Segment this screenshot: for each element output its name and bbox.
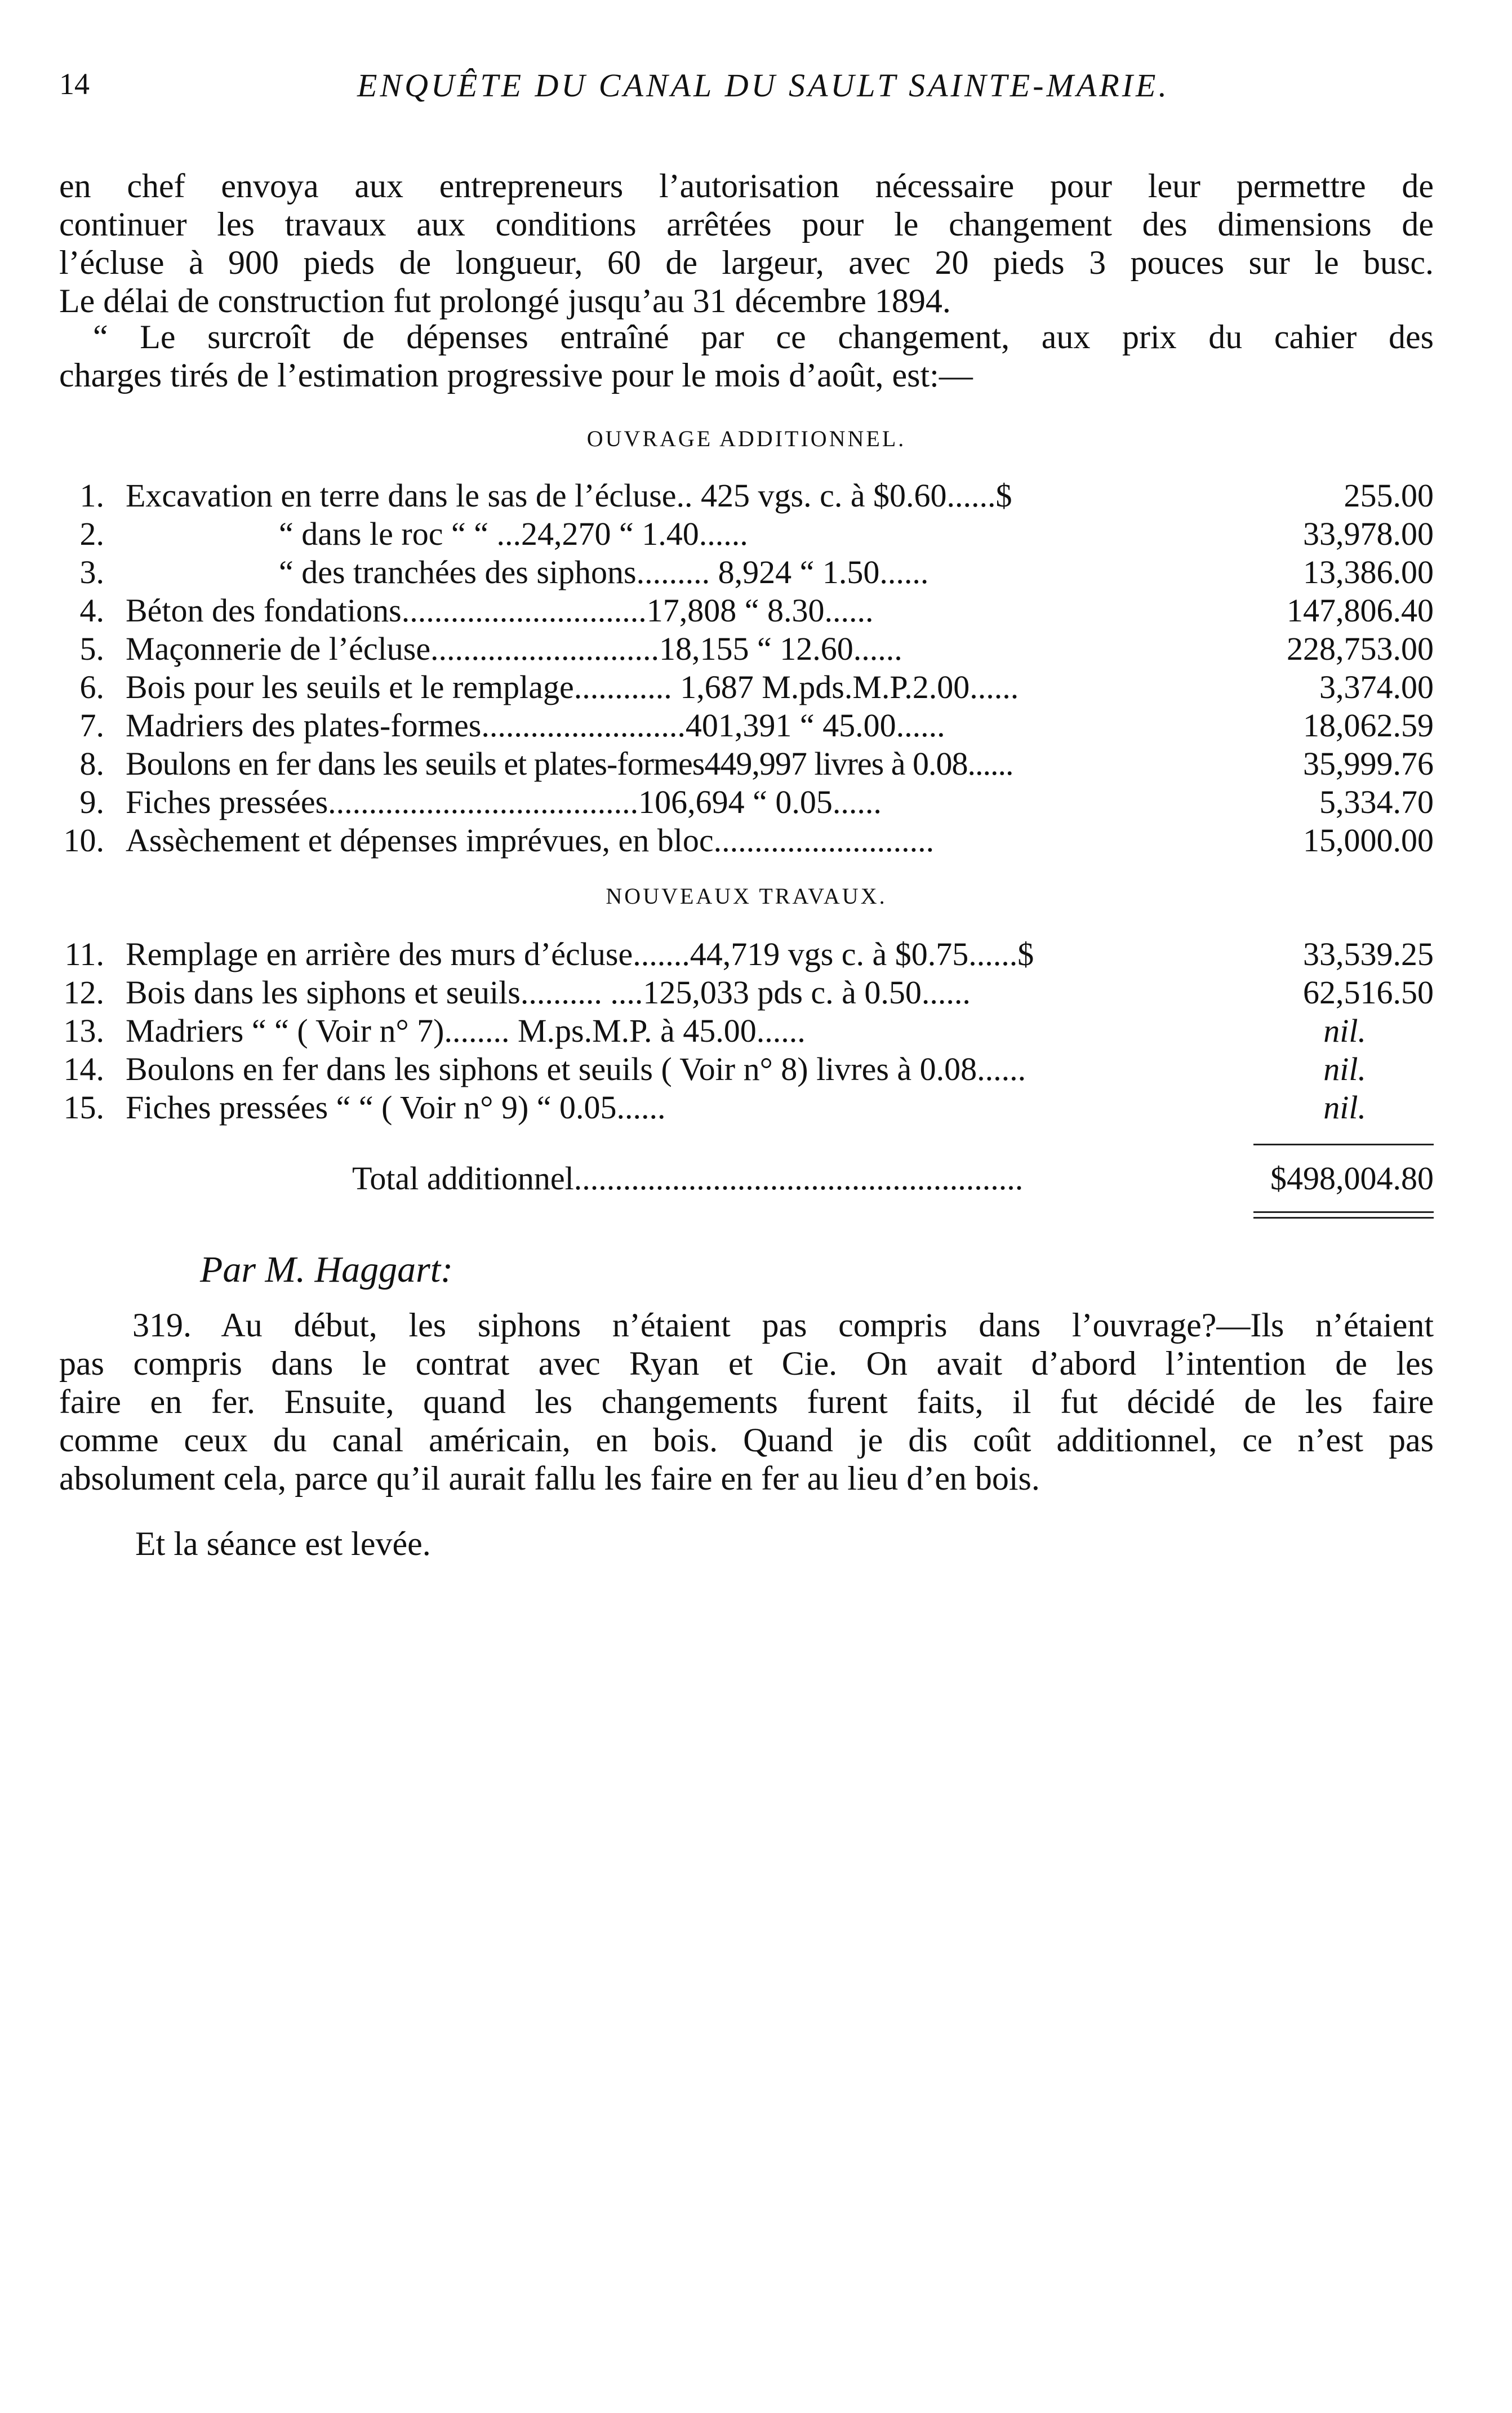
item-description: Béton des fondations..............................17,808 “ 8.30...... <box>126 592 874 629</box>
item-number: 3. <box>79 554 104 590</box>
table-row <box>59 974 1434 1012</box>
item-amount: nil. <box>1323 1012 1366 1049</box>
item-amount: nil. <box>1323 1089 1366 1126</box>
running-title: ENQUÊTE DU CANAL DU SAULT SAINTE-MARIE. <box>357 67 1169 104</box>
table-row <box>59 1088 1434 1127</box>
paragraph-line: l’écluse à 900 pieds de longueur, 60 de largeur, avec 20 pieds 3 pouces sur le busc. <box>59 244 1434 281</box>
paragraph-line: faire en fer. Ensuite, quand les changements furent faits, il fut décidé de les faire <box>59 1383 1434 1420</box>
table-row <box>59 1050 1434 1088</box>
closing-line <box>135 1525 811 1563</box>
page-header <box>59 66 1439 112</box>
table-row <box>59 630 1434 668</box>
item-amount: 147,806.40 <box>1287 592 1434 629</box>
item-description: “ des tranchées des siphons......... 8,924 “ 1.50...... <box>279 554 929 590</box>
paragraph-line: Le délai de construction fut prolongé jusqu’au 31 décembre 1894. <box>59 282 951 319</box>
item-description: Madriers des plates-formes.........................401,391 “ 45.00...... <box>126 707 945 744</box>
item-number: 4. <box>79 592 104 629</box>
item-number: 6. <box>79 669 104 705</box>
cost-table-nouveaux <box>59 935 1434 1127</box>
table-row <box>59 592 1434 630</box>
item-description: Excavation en terre dans le sas de l’écluse.. 425 vgs. c. à $0.60......$ <box>126 477 1012 514</box>
item-number: 9. <box>79 784 104 820</box>
item-amount: 228,753.00 <box>1287 630 1434 667</box>
item-number: 7. <box>79 707 104 744</box>
paragraph-line: absolument cela, parce qu’il aurait fallu les faire en fer au lieu d’en bois. <box>59 1460 1040 1497</box>
item-amount: 3,374.00 <box>1319 669 1434 705</box>
table-row <box>59 935 1434 974</box>
item-description: Maçonnerie de l’écluse............................18,155 “ 12.60...... <box>126 630 902 667</box>
item-amount: 62,516.50 <box>1303 974 1434 1011</box>
item-amount: 33,539.25 <box>1303 936 1434 972</box>
item-number: 5. <box>79 630 104 667</box>
table-row <box>59 745 1434 783</box>
paragraph-line: pas compris dans le contrat avec Ryan et Cie. On avait d’abord l’intention de les <box>59 1345 1434 1382</box>
item-number: 10. <box>63 822 104 859</box>
quote-paragraph <box>59 318 1434 394</box>
item-number: 12. <box>63 974 104 1011</box>
table-row <box>59 515 1434 553</box>
table-row <box>59 783 1434 821</box>
paragraph-line: charges tirés de l’estimation progressive pour le mois d’août, est:— <box>59 357 973 394</box>
item-amount: 13,386.00 <box>1303 554 1434 590</box>
table-row <box>59 477 1434 515</box>
section-heading-nouveaux: NOUVEAUX TRAVAUX. <box>606 883 887 909</box>
item-number: 2. <box>79 516 104 552</box>
item-description: Assèchement et dépenses imprévues, en bloc........................... <box>126 822 935 859</box>
table-row <box>59 668 1434 706</box>
item-amount: 18,062.59 <box>1303 707 1434 744</box>
item-number: 1. <box>79 477 104 514</box>
paragraph-line: en chef envoya aux entrepreneurs l’autorisation nécessaire pour leur permettre de <box>59 167 1434 205</box>
item-number: 14. <box>63 1051 104 1087</box>
item-amount: 255.00 <box>1344 477 1434 514</box>
item-description: Madriers “ “ ( Voir n° 7)........ M.ps.M.P. à 45.00...... <box>126 1012 806 1049</box>
paragraph-line: continuer les travaux aux conditions arrêtées pour le changement des dimensions de <box>59 206 1434 243</box>
closing-text: Et la séance est levée. <box>135 1525 431 1562</box>
item-description: Bois dans les siphons et seuils.......... ....125,033 pds c. à 0.50...... <box>126 974 971 1011</box>
paragraph-line: comme ceux du canal américain, en bois. Quand je dis coût additionnel, ce n’est pas <box>59 1421 1434 1459</box>
section-heading-ouvrage: OUVRAGE ADDITIONNEL. <box>586 426 906 451</box>
page-number: 14 <box>59 67 90 101</box>
table-row <box>59 706 1434 745</box>
item-number: 8. <box>79 745 104 782</box>
total-double-rule-1 <box>1253 1211 1434 1213</box>
item-description: Fiches pressées “ “ ( Voir n° 9) “ 0.05...... <box>126 1089 666 1126</box>
total-double-rule-2 <box>1253 1217 1434 1219</box>
total-rule-top <box>1253 1144 1434 1145</box>
intro-paragraph <box>59 167 1434 320</box>
item-amount: nil. <box>1323 1051 1366 1087</box>
speaker-label: Par M. Haggart: <box>200 1249 453 1290</box>
table-row <box>59 821 1434 860</box>
table-row <box>59 1012 1434 1050</box>
item-amount: 15,000.00 <box>1303 822 1434 859</box>
item-amount: 5,334.70 <box>1319 784 1434 820</box>
item-description: Boulons en fer dans les seuils et plates-formes449,997 livres à 0.08...... <box>126 745 1013 782</box>
paragraph-line: 319. Au début, les siphons n’étaient pas compris dans l’ouvrage?—Ils n’étaient <box>132 1307 1434 1344</box>
table-row <box>59 553 1434 592</box>
item-amount: 35,999.76 <box>1303 745 1434 782</box>
total-label: Total additionnel....................................................... <box>352 1160 1024 1197</box>
item-amount: 33,978.00 <box>1303 516 1434 552</box>
item-description: Bois pour les seuils et le remplage............ 1,687 M.pds.M.P.2.00...... <box>126 669 1019 705</box>
item-number: 15. <box>63 1089 104 1126</box>
item-description: Remplage en arrière des murs d’écluse.......44,719 vgs c. à $0.75......$ <box>126 936 1034 972</box>
cost-table-ouvrage <box>59 477 1434 860</box>
item-description: Fiches pressées......................................106,694 “ 0.05...... <box>126 784 882 820</box>
total-row <box>59 1159 1434 1202</box>
total-value: $498,004.80 <box>1270 1160 1434 1197</box>
item-number: 11. <box>64 936 104 972</box>
paragraph-line: “ Le surcroît de dépenses entraîné par ce changement, aux prix du cahier des <box>93 318 1434 355</box>
item-description: Boulons en fer dans les siphons et seuils ( Voir n° 8) livres à 0.08...... <box>126 1051 1026 1087</box>
item-number: 13. <box>63 1012 104 1049</box>
item-description: “ dans le roc “ “ ...24,270 “ 1.40...... <box>279 516 748 552</box>
answer-paragraph <box>59 1306 1434 1497</box>
